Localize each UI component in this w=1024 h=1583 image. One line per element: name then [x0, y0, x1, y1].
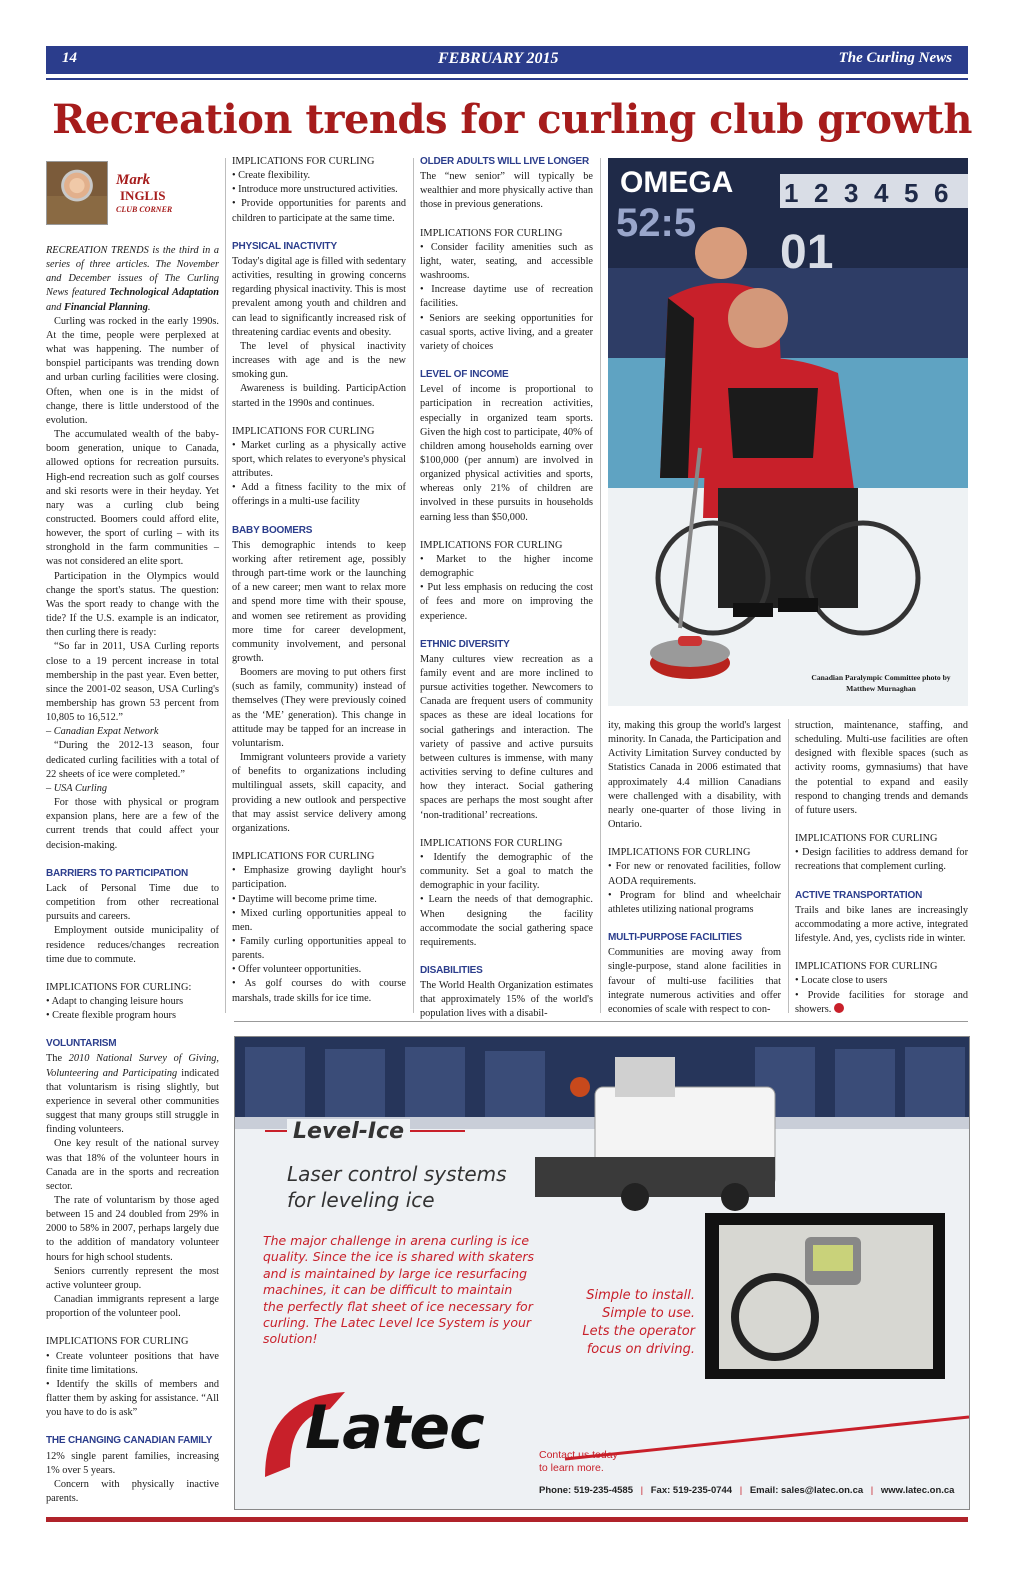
ad-simple-list — [565, 1287, 695, 1359]
separator: | — [640, 1485, 644, 1496]
bullet-item: • Introduce more unstructured activities. — [232, 184, 398, 196]
bullet-item: • Locate close to users — [795, 975, 888, 987]
page-footer-rule — [46, 1517, 968, 1522]
bullet-item: • Adapt to changing leisure hours — [46, 995, 184, 1007]
implications-label: IMPLICATIONS FOR CURLING — [608, 847, 751, 859]
paragraph: For those with physical or program expansion plans, here are a few of the current trends that could affect your decision-making. — [46, 797, 219, 851]
section-heading: THE CHANGING CANADIAN FAMILY — [46, 1435, 213, 1447]
column-divider — [225, 158, 226, 1013]
column-name: CLUB CORNER — [116, 205, 173, 214]
bullet-item: • Create flexibility. — [232, 170, 311, 182]
implications-label: IMPLICATIONS FOR CURLING — [420, 227, 563, 239]
ad-email: Email: sales@latec.on.ca — [749, 1485, 864, 1496]
section-heading: MULTI-PURPOSE FACILITIES — [608, 932, 742, 944]
wheelchair-curlers-illustration — [608, 158, 968, 706]
paragraph: Seniors currently represent the most active volunteer group. — [46, 1265, 219, 1291]
quote: “During the 2012-13 season, four dedicated curling facilities with a total of 22 sheets of ice were completed.” — [46, 740, 219, 780]
paragraph: Today's digital age is filled with sedentary activities, resulting in growing concerns regarding physical inactivity. This is most prevalent among youth and children and can lead to significantly increased risk of threatening cardiac events and obesity. — [232, 255, 406, 338]
end-number: 1 — [784, 178, 799, 208]
scoreboard-time: 52:5 — [616, 201, 697, 245]
paragraph: ity, making this group the world's largest minority. In Canada, the Participation and Activity Limitation Survey conducted by Statistics Canada in 2006 estimated that approximately 4.4 million Canadians were challenged with a disability, with nearly one-quarter of those living in Ontario. — [608, 720, 781, 831]
curling-photo — [608, 158, 968, 706]
implications-label: IMPLICATIONS FOR CURLING — [46, 1336, 189, 1348]
intro-ref-1: Technological Adaptation — [109, 287, 219, 299]
header-rule — [46, 78, 968, 80]
quote: “So far in 2011, USA Curling reports close to a 19 percent increase in total membership in the past year. Even better, since the 2001-02 season, USA Curling's membership has grown 53 percent from 10,805 to 16,512.” — [46, 641, 219, 724]
ad-contact-line: to learn more. — [539, 1462, 604, 1474]
quote-source: – Canadian Expat Network — [46, 726, 159, 738]
paragraph: One key result of the national survey was that 18% of the volunteer hours in Canada are in the sports and recreation sector. — [46, 1138, 219, 1192]
ad-simple-line: Lets the operator — [582, 1324, 695, 1339]
author-photo — [46, 161, 108, 225]
paragraph: Curling was rocked in the early 1990s. At the time, people were perplexed at what was happening. The number of bonspiel participants was trending down and urban curling facilities were closing. Often, when one is in the midst of change, there is little understood of the evolution. — [46, 315, 219, 426]
section-heading: ACTIVE TRANSPORTATION — [795, 889, 923, 901]
paragraph — [46, 1052, 219, 1137]
bullet-item: • Market to the higher income demographic — [420, 553, 593, 580]
ad-simple-line: focus on driving. — [586, 1342, 695, 1357]
bullet-item: • Identify the skills of members and flatter them by asking for assistance. “All you have to do is ask” — [46, 1378, 219, 1419]
bullet-item: • Create flexible program hours — [46, 1010, 176, 1022]
section-heading: PHYSICAL INACTIVITY — [232, 240, 337, 252]
survey-title: 2010 National Survey of Giving, Volunteering and Participating — [46, 1053, 219, 1079]
column-divider — [413, 158, 414, 1013]
bullet-item: • Provide opportunities for parents and children to participate at the same time. — [232, 198, 406, 224]
ad-body-text: The major challenge in arena curling is ice quality. Since the ice is shared with skaters and is maintained by large ice resurfacing machines, it can be difficult to maintain the perfectly flat sheet of ice necessary for curling. The Latec Level Ice System is your solution! — [263, 1233, 535, 1347]
paragraph: The “new senior” will typically be wealthier and more physically active than those in previous generations. — [420, 171, 593, 211]
scoreboard-score: 01 — [780, 226, 834, 279]
section-heading: VOLUNTARISM — [46, 1038, 117, 1050]
page-header-bar — [46, 46, 968, 74]
bullet-item: • Seniors are seeking opportunities for casual sports, active living, and a greater variety of choices — [420, 312, 593, 352]
ad-tagline — [287, 1161, 507, 1213]
implications-label: IMPLICATIONS FOR CURLING — [232, 425, 375, 437]
article-end-rule — [234, 1021, 968, 1022]
separator: | — [739, 1485, 743, 1496]
bullet-item: • Create volunteer positions that have finite time limitations. — [46, 1350, 219, 1376]
latec-logo: Latec — [305, 1393, 484, 1463]
paragraph: Lack of Personal Time due to competition from other recreational pursuits and careers. — [46, 882, 219, 923]
paragraph: Level of income is proportional to participation in recreation activities, especially in organized team sports. Given the high cost to participate, 40% of children among households earning over $100,000 (per annum) are involved in organized physical activities and sports, whereas only 21% of children are involved in these pursuits in households earning less than $50,000. — [420, 384, 593, 523]
bullet-item: • Program for blind and wheelchair athletes utilizing national programs — [608, 889, 781, 915]
bullet-item: • Add a fitness facility to the mix of offerings in a multi-use facility — [232, 482, 406, 508]
bullet-item: • Consider facility amenities such as light, water, seating, and accessible washrooms. — [420, 241, 593, 282]
paragraph: The accumulated wealth of the baby-boom generation, unique to Canada, allowed options for recreation pursuits. High-end recreation such as golf courses and ski resorts were in their heyday. Yet nary was a curling club being constructed. Boomers could afford elite, however, the sport of curling – with its stronghold in the farm communities – was not considered an elite sport. — [46, 429, 219, 568]
end-number: 5 — [904, 178, 919, 208]
ad-contact-line: Contact us today — [539, 1449, 618, 1461]
implications-label: IMPLICATIONS FOR CURLING — [795, 833, 938, 845]
end-mark-icon — [834, 1003, 844, 1013]
paragraph: The level of physical inactivity increases with age and is the new smoking gun. — [232, 340, 406, 381]
end-number: 4 — [874, 178, 889, 208]
implications-label: IMPLICATIONS FOR CURLING — [795, 961, 938, 973]
bullet-item — [795, 989, 968, 1017]
text: The — [46, 1053, 69, 1065]
end-number: 6 — [934, 178, 949, 208]
paragraph: Concern with physically inactive parents. — [46, 1478, 219, 1504]
paragraph: struction, maintenance, staffing, and scheduling. Multi-use facilities are often designed with flexible spaces (such as activity rooms, gymnasiums) that have the potential to expand and easily respond to changing trends and demands of future users. — [795, 720, 968, 816]
ad-phone: Phone: 519-235-4585 — [539, 1485, 633, 1496]
article-column-2 — [232, 155, 406, 1006]
paragraph: Canadian immigrants represent a large proportion of the volunteer pool. — [46, 1294, 219, 1320]
bullet-item: • Learn the needs of that demographic. When designing the facility accommodate the social gathering space requirements. — [420, 894, 593, 948]
ad-simple-line: Simple to install. — [586, 1288, 695, 1303]
intro-end: . — [147, 301, 151, 313]
paragraph: The World Health Organization estimates that approximately 15% of the world's population lives with a disabil- — [420, 980, 593, 1020]
paragraph: Employment outside municipality of residence reduces/changes recreation time due to commute. — [46, 925, 219, 965]
article-headline: Recreation trends for curling club growth — [52, 96, 972, 143]
author-last-name: INGLIS — [120, 188, 166, 203]
section-heading: DISABILITIES — [420, 964, 483, 976]
bullet-item: • Identify the demographic of the community. Set a goal to match the demographic in your facility. — [420, 851, 593, 892]
bullet-item: • Market curling as a physically active sport, which relates to everyone's physical attributes. — [232, 439, 406, 480]
ad-fax: Fax: 519-235-0744 — [650, 1485, 733, 1496]
paragraph: Participation in the Olympics would change the sport's status. The question: Was the sport ready to change with the tide? If the U.S. example is an indicator, then curling there is ready: — [46, 570, 219, 639]
paragraph: Immigrant volunteers provide a variety of benefits to organizations including multilingual assets, skill capacity, and providing a new outlook and perspective that may assist service delivery among organizations. — [232, 752, 406, 834]
intro-text: RECREATION TRENDS is the third in a series of three articles. The November and December issues of The Curling News featured — [46, 245, 219, 299]
end-number: 2 — [814, 178, 829, 208]
paragraph: The rate of voluntarism by those aged between 15 and 24 doubled from 29% in 2000 to 58% in 2007, perhaps largely due to the addition of mandatory volunteer hours for high school students. — [46, 1195, 219, 1263]
article-column-1 — [46, 244, 219, 1506]
bullet-item: • Emphasize growing daylight hour's participation. — [232, 865, 406, 891]
article-column-5 — [795, 719, 968, 1017]
ad-contact-prompt — [539, 1449, 618, 1475]
implications-label: IMPLICATIONS FOR CURLING: — [46, 981, 192, 993]
paragraph: 12% single parent families, increasing 1% over 5 years. — [46, 1450, 219, 1476]
paragraph: Trails and bike lanes are increasingly accommodating a more active, integrated lifestyle. And, yes, cyclists ride in winter. — [795, 904, 968, 945]
implications-label: IMPLICATIONS FOR CURLING — [232, 156, 375, 167]
ad-simple-line: Simple to use. — [602, 1306, 695, 1321]
paragraph: This demographic intends to keep working after retirement age, possibly through part-time work or the launching of a new career; men want to relax more and spend more time with their spouse, and women see retirement as providing more time for career development, community involvement, and personal growth. — [232, 539, 406, 664]
author-first-name: Mark — [116, 172, 151, 188]
publication-name: The Curling News — [838, 50, 952, 66]
paragraph: Many cultures view recreation as a family event and are more inclined to pursue activities together. Newcomers to Canada are frequent users of community spaces as these are ideal locations for social gatherings and interaction. The variety of passive and active pursuits between cultures is immense, with many activities serving to define cultures and how they interact. Social gathering spaces are perhaps the most sought after ‘non-traditional’ recreations. — [420, 653, 593, 821]
paragraph: Communities are moving away from single-purpose, stand alone facilities in favour of multi-use facilities that integrate numerous activities and offer economies of scale with respect to con- — [608, 947, 781, 1015]
bullet-item: • Family curling opportunities appeal to parents. — [232, 935, 406, 962]
bullet-item: • Daytime will become prime time. — [232, 893, 377, 905]
bullet-item: • Put less emphasis on reducing the cost of fees and more on improving the experience. — [420, 582, 593, 622]
photo-credit — [800, 672, 962, 694]
scoreboard-brand: OMEGA — [620, 166, 734, 199]
bullet-item: • Design facilities to address demand for recreations that complement curling. — [795, 847, 968, 873]
bullet-item: • As golf courses do with course marshals, trade skills for ice time. — [232, 978, 406, 1004]
article-column-3 — [420, 155, 593, 1022]
photo-credit-line: Canadian Paralympic Committee photo by — [811, 673, 951, 682]
bullet-item: • Offer volunteer opportunities. — [232, 964, 362, 976]
implications-label: IMPLICATIONS FOR CURLING — [232, 851, 375, 863]
intro-paragraph — [46, 244, 219, 315]
page-number: 14 — [62, 50, 77, 66]
bullet-item: • Increase daytime use of recreation facilities. — [420, 284, 593, 310]
section-heading: BARRIERS TO PARTICIPATION — [46, 867, 189, 879]
column-divider — [788, 719, 789, 1013]
ad-tagline-line: for leveling ice — [287, 1188, 435, 1212]
latec-advertisement — [234, 1036, 970, 1510]
section-heading: LEVEL OF INCOME — [420, 369, 509, 381]
separator: | — [870, 1485, 874, 1496]
intro-and: and — [46, 301, 65, 313]
bullet-item: • For new or renovated facilities, follow AODA requirements. — [608, 861, 781, 887]
ad-website: www.latec.on.ca — [880, 1485, 955, 1496]
paragraph: Awareness is building. ParticipAction started in the 1990s and continues. — [232, 383, 406, 409]
bullet-item: • Mixed curling opportunities appeal to men. — [232, 907, 406, 933]
ad-tagline-line: Laser control systems — [287, 1162, 507, 1186]
article-column-4 — [608, 719, 781, 1017]
implications-label: IMPLICATIONS FOR CURLING — [420, 837, 563, 849]
text: indicated that voluntarism is rising slightly, but experience in several other communities suggest that many groups still struggle in finding volunteers. — [46, 1067, 219, 1136]
column-divider — [600, 158, 601, 1013]
end-number: 3 — [844, 178, 859, 208]
implications-label: IMPLICATIONS FOR CURLING — [420, 539, 563, 551]
paragraph: Boomers are moving to put others first (such as family, community) instead of themselves (They were previously coined as the ‘ME’ generation). This change in attitude may be tapped for an increase in voluntarism. — [232, 667, 406, 749]
photo-credit-line: Matthew Murnaghan — [846, 684, 916, 693]
section-heading: BABY BOOMERS — [232, 524, 313, 536]
issue-date: FEBRUARY 2015 — [438, 50, 559, 67]
section-heading: ETHNIC DIVERSITY — [420, 638, 510, 650]
ad-contact-info — [539, 1485, 954, 1496]
section-heading: OLDER ADULTS WILL LIVE LONGER — [420, 156, 590, 167]
quote-source: – USA Curling — [46, 782, 108, 794]
bullet-text: • Provide facilities for storage and showers. — [795, 989, 968, 1015]
intro-ref-2: Financial Planning — [64, 301, 148, 313]
level-ice-logo: Level-Ice — [287, 1119, 410, 1144]
